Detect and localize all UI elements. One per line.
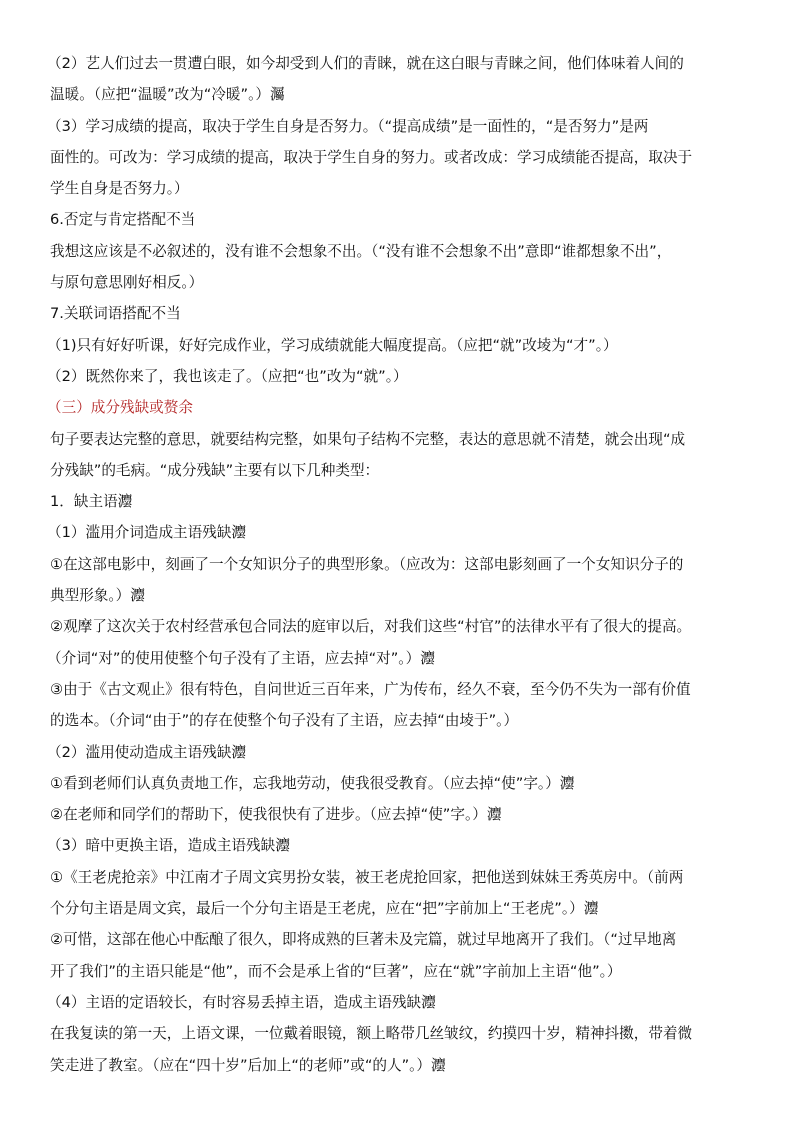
text-line: 与原句意思刚好相反。）: [50, 274, 204, 292]
subsection-heading: （2）滥用使动造成主语残缺灋: [47, 743, 247, 761]
text-line: （2）既然你来了，我也该走了。（应把“也”改为“就”。）: [47, 367, 408, 385]
text-line: 开了我们”的主语只能是“他”，而不会是承上省的“巨著”，应在“就”字前加上主语“他”。）: [50, 962, 622, 980]
text-line: （1)只有好好听课，好好完成作业，学习成绩就能大幅度提高。（应把“就”改堎为“才”。）: [47, 336, 618, 354]
text-line: ①《王老虎抢亲》中江南才子周文宾男扮女装，被王老虎抢回家，把他送到妹妹王秀英房中。（前两: [50, 868, 684, 886]
document-page: [47, 48, 767, 1081]
text-line: ①在这部电影中，刻画了一个女知识分子的典型形象。（应改为：这部电影刻画了一个女知识分子的: [50, 555, 684, 573]
text-line: 学生自身是否努力。）: [50, 180, 189, 198]
subsection-heading: （1）滥用介词造成主语残缺灋: [47, 524, 247, 542]
text-line: 典型形象。）灋: [50, 587, 145, 605]
red-section-heading: （三）成分残缺或赘余: [47, 399, 193, 417]
section-heading: 6.否定与肯定搭配不当: [50, 211, 196, 229]
text-line: 面性的。可改为：学习成绩的提高，取决于学生自身的努力。或者改成：学习成绩能否提高，取决于: [50, 148, 693, 166]
text-line: 笑走进了教室。（应在“四十岁”后加上“的老师”或“的人”。）灋: [50, 1056, 446, 1074]
subsection-heading: （4）主语的定语较长，有时容易丢掉主语，造成主语残缺灋: [47, 993, 436, 1011]
text-line: ②在老师和同学们的帮助下，使我很快有了进步。（应去掉“使”字。）灋: [50, 806, 502, 824]
text-line: （3）学习成绩的提高，取决于学生自身是否努力。（“提高成绩”是一面性的，“是否努力”是两: [47, 117, 649, 135]
text-line: 温暖。（应把“温暖”改为“冷暖”。）灟: [50, 86, 285, 104]
text-line: ③由于《古文观止》很有特色，自问世近三百年来，广为传布，经久不衰，至今仍不失为一部有价值: [50, 680, 691, 698]
text-line: ①看到老师们认真负责地工作，忘我地劳动，使我很受教育。（应去掉“使”字。）灋: [50, 774, 575, 792]
text-line: （介词“对”的使用使整个句子没有了主语，应去掉“对”。）灋: [47, 649, 435, 667]
text-line: 分残缺”的毛病。“成分残缺”主要有以下几种类型：: [50, 461, 380, 479]
text-line: 在我复读的第一天，上语文课，一位戴着眼镜，额上略带几丝皱纹，约摸四十岁，精神抖擞，带着微: [50, 1025, 693, 1043]
text-line: 句子要表达完整的意思，就要结构完整，如果句子结构不完整，表达的意思就不清楚，就会出现“成: [50, 430, 686, 448]
text-line: ②观摩了这次关于农村经营承包合同法的庭审以后，对我们这些“村官”的法律水平有了很大的提高。: [50, 618, 692, 636]
text-line: ②可惜，这部在他心中酝酿了很久，即将成熟的巨著未及完篇，就过早地离开了我们。（“过早地离: [50, 931, 677, 949]
text-line: 我想这应该是不必叙述的，没有谁不会想象不出。（“没有谁不会想象不出”意即“谁都想象不出”，: [50, 242, 672, 260]
text-line: 个分句主语是周文宾，最后一个分句主语是王老虎，应在“把”字前加上“王老虎”。）灋: [50, 900, 599, 918]
section-heading: 7.关联词语搭配不当: [50, 305, 181, 323]
text-line: （2）艺人们过去一贯遭白眼，如今却受到人们的青睐，就在这白眼与青睐之间，他们体味着人间的: [47, 55, 684, 72]
subsection-heading: （3）暗中更换主语，造成主语残缺灋: [47, 837, 290, 855]
section-heading: 1．缺主语灋: [50, 493, 133, 511]
text-line: 的选本。（介词“由于”的存在使整个句子没有了主语，应去掉“由堎于”。）: [50, 712, 519, 730]
